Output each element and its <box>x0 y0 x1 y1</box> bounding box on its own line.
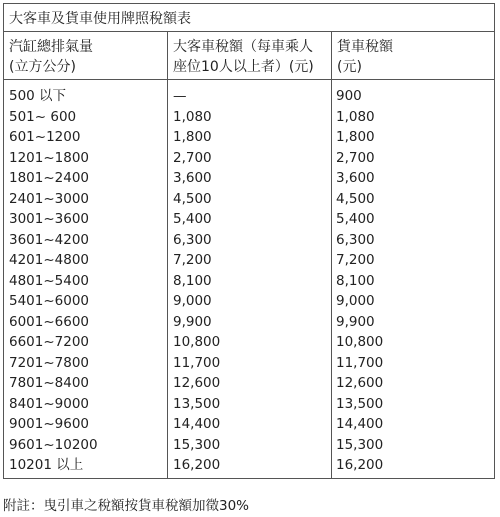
bus-tax-cell: 5,400 <box>173 211 212 227</box>
truck-tax-cell: 9,000 <box>336 293 375 309</box>
header-truck-tax-line-1: 貨車稅額 <box>337 39 393 55</box>
truck-tax-cell: 16,200 <box>336 457 384 473</box>
truck-tax-cell: 1,800 <box>336 129 375 145</box>
truck-tax-cell: 10,800 <box>336 334 384 350</box>
displacement-cell: 1801~2400 <box>9 170 90 186</box>
bus-tax-cell: 10,800 <box>173 334 221 350</box>
bus-tax-column <box>168 80 332 479</box>
bus-tax-cell: 16,200 <box>173 457 221 473</box>
truck-tax-cell: 3,600 <box>336 170 375 186</box>
displacement-cell: 4801~5400 <box>9 272 90 289</box>
header-displacement-line-1: 汽缸總排氣量 <box>9 39 93 55</box>
bus-tax-cell: 15,300 <box>173 436 221 453</box>
bus-tax-cell: 4,500 <box>173 190 212 207</box>
truck-tax-cell: 13,500 <box>336 395 384 412</box>
displacement-cell: 601~1200 <box>9 129 81 145</box>
displacement-cell: 8401~9000 <box>9 395 90 412</box>
truck-tax-cell: 15,300 <box>336 436 384 453</box>
header-bus-tax-line-2: 座位10人以上者）(元) <box>173 59 314 75</box>
truck-tax-cell: 1,080 <box>336 108 375 125</box>
table-header-row <box>4 32 495 80</box>
displacement-cell: 3601~4200 <box>9 231 90 248</box>
bus-tax-cell: 9,000 <box>173 293 212 309</box>
bus-tax-cell: 12,600 <box>173 375 221 391</box>
truck-tax-cell: 14,400 <box>336 416 384 432</box>
displacement-cell: 501~ 600 <box>9 108 77 125</box>
truck-tax-cell: 7,200 <box>336 252 375 268</box>
displacement-cell: 7201~7800 <box>9 354 90 371</box>
bus-tax-cell: 1,080 <box>173 108 212 125</box>
truck-tax-cell: 12,600 <box>336 375 384 391</box>
displacement-cell: 6001~6600 <box>9 313 90 330</box>
header-bus-tax-line-1: 大客車稅額（每車乘人 <box>173 39 313 55</box>
truck-tax-cell: 900 <box>336 88 362 104</box>
truck-tax-cell: 2,700 <box>336 149 375 166</box>
truck-tax-column <box>332 80 495 479</box>
displacement-cell: 7801~8400 <box>9 375 90 391</box>
displacement-cell: 5401~6000 <box>9 293 90 309</box>
displacement-column <box>4 80 168 479</box>
displacement-cell: 1201~1800 <box>9 149 90 166</box>
table-title: 大客車及貨車使用牌照稅額表 <box>4 4 495 32</box>
displacement-cell: 500 以下 <box>9 88 67 104</box>
tax-table-container <box>3 3 494 479</box>
bus-tax-cell: 13,500 <box>173 395 221 412</box>
truck-tax-cell: 6,300 <box>336 231 375 248</box>
bus-tax-cell: 6,300 <box>173 231 212 248</box>
displacement-cell: 9001~9600 <box>9 416 90 432</box>
displacement-cell: 10201 以上 <box>9 457 84 473</box>
bus-tax-cell: 11,700 <box>173 354 221 371</box>
truck-tax-cell: 9,900 <box>336 313 375 330</box>
header-displacement-line-2: (立方公分) <box>9 59 76 75</box>
bus-tax-cell: — <box>173 88 187 104</box>
bus-tax-cell: 14,400 <box>173 416 221 432</box>
header-bus-tax <box>168 32 332 80</box>
bus-tax-cell: 8,100 <box>173 272 212 289</box>
footnote: 附註：曳引車之稅額按貨車稅額加徵30% <box>3 498 250 514</box>
truck-tax-cell: 8,100 <box>336 272 375 289</box>
displacement-cell: 4201~4800 <box>9 252 90 268</box>
bus-tax-cell: 7,200 <box>173 252 212 268</box>
header-truck-tax-line-2: (元) <box>337 59 362 75</box>
displacement-cell: 6601~7200 <box>9 334 90 350</box>
displacement-cell: 9601~10200 <box>9 436 98 453</box>
bus-tax-cell: 3,600 <box>173 170 212 186</box>
truck-tax-cell: 11,700 <box>336 354 384 371</box>
displacement-cell: 3001~3600 <box>9 211 90 227</box>
header-truck-tax <box>332 32 495 80</box>
header-displacement <box>4 32 168 80</box>
truck-tax-cell: 4,500 <box>336 190 375 207</box>
table-title-row <box>4 4 495 32</box>
table-body-row <box>4 80 495 479</box>
bus-tax-cell: 9,900 <box>173 313 212 330</box>
truck-tax-cell: 5,400 <box>336 211 375 227</box>
bus-tax-cell: 2,700 <box>173 149 212 166</box>
tax-rate-table <box>3 3 495 479</box>
displacement-cell: 2401~3000 <box>9 190 90 207</box>
bus-tax-cell: 1,800 <box>173 129 212 145</box>
